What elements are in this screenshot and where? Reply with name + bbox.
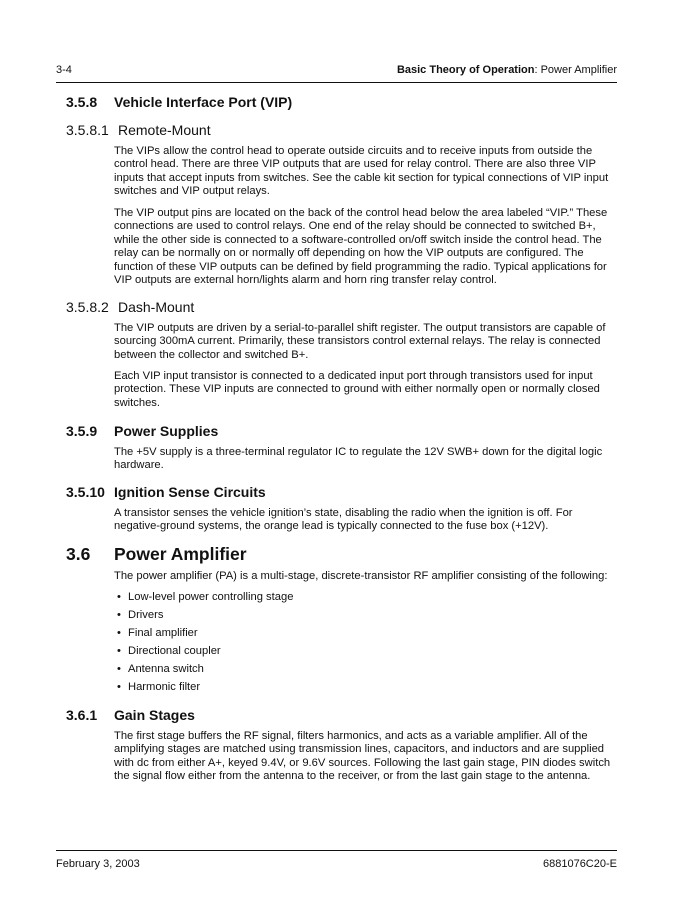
footer-date: February 3, 2003 xyxy=(56,858,140,870)
section-title: Power Supplies xyxy=(114,423,219,439)
chapter-heading-power-amplifier xyxy=(66,544,247,565)
section-title: Ignition Sense Circuits xyxy=(114,484,266,500)
section-number: 3.6.1 xyxy=(66,707,98,723)
paragraph: Each VIP input transistor is connected to a dedicated input port through transistors used for input protection. These VIP inputs are connected to ground with either normally open or normally closed switches. xyxy=(114,370,600,409)
bullet-icon: • xyxy=(117,645,121,658)
list-item xyxy=(114,588,293,606)
footer-doc-number: 6881076C20-E xyxy=(542,858,617,870)
bullet-list xyxy=(114,588,293,697)
list-item xyxy=(114,660,293,678)
subsection-title: Dash-Mount xyxy=(118,299,195,315)
paragraph: The +5V supply is a three-terminal regulator IC to regulate the 12V SWB+ down for the digital logic hardware. xyxy=(114,446,603,472)
paragraph: The VIPs allow the control head to operate outside circuits and to receive inputs from outside the control head. There are three VIP outputs that are used for relay control. There are also three VIP inputs that accept inputs from switches. See the cable kit section for typical connections of VIP input switches and VIP output relays. xyxy=(114,145,609,198)
bullet-icon: • xyxy=(117,591,121,603)
subsection-number: 3.5.8.1 xyxy=(66,122,109,138)
list-item-text: Antenna switch xyxy=(128,663,204,676)
paragraph: The power amplifier (PA) is a multi-stage, discrete-transistor RF amplifier consisting of the following: xyxy=(114,570,608,582)
running-title-rest: : Power Amplifier xyxy=(534,64,617,76)
section-title: Vehicle Interface Port (VIP) xyxy=(114,94,293,110)
section-heading-gain-stages xyxy=(66,707,195,723)
subsection-number: 3.5.8.2 xyxy=(66,299,109,315)
subsection-heading-dash-mount xyxy=(66,299,194,315)
subsection-heading-remote-mount xyxy=(66,122,211,138)
list-item xyxy=(114,624,293,642)
running-title xyxy=(397,64,617,76)
page-number: 3-4 xyxy=(56,64,72,76)
bullet-icon: • xyxy=(117,627,121,640)
list-item xyxy=(114,678,293,696)
bullet-icon: • xyxy=(117,609,121,622)
running-title-bold: Basic Theory of Operation xyxy=(396,64,535,76)
header-rule xyxy=(56,82,617,83)
list-item-text: Final amplifier xyxy=(128,627,198,640)
list-item xyxy=(114,606,293,624)
paragraph: A transistor senses the vehicle ignition’s state, disabling the radio when the ignition is off. For negative-ground systems, the orange lead is typically connected to the fuse box (+12V). xyxy=(114,507,573,533)
section-title: Power Amplifier xyxy=(114,544,247,564)
section-number: 3.6 xyxy=(66,544,91,564)
section-heading-vip xyxy=(66,94,292,110)
paragraph: The VIP outputs are driven by a serial-to-parallel shift register. The output transistors are capable of sourcing 300mA current. Primarily, these transistors control external relays. The relay is connected between the collector and switched B+. xyxy=(114,322,606,361)
list-item-text: Directional coupler xyxy=(128,645,221,658)
section-heading-ignition-sense xyxy=(66,484,266,500)
footer-rule xyxy=(56,850,617,851)
section-number: 3.5.10 xyxy=(66,484,105,500)
list-item-text: Harmonic filter xyxy=(128,681,201,694)
section-number: 3.5.9 xyxy=(66,423,98,439)
paragraph: The first stage buffers the RF signal, filters harmonics, and acts as a variable amplifier. All of the amplifying stages are matched using transmission lines, capacitors, and inductors and are supplied with dc from either A+, keyed 9.4V, or 9.6V sources. Following the last gain stage, PIN diodes switch the signal flow either from the antenna to the receiver, or from the last gain stage to the antenna. xyxy=(114,730,611,783)
bullet-icon: • xyxy=(117,681,121,694)
list-item-text: Low-level power controlling stage xyxy=(128,591,294,603)
section-number: 3.5.8 xyxy=(66,94,98,110)
list-item xyxy=(114,642,293,660)
section-title: Gain Stages xyxy=(114,707,195,723)
subsection-title: Remote-Mount xyxy=(118,122,211,138)
paragraph: The VIP output pins are located on the back of the control head below the area labeled “VIP.” These connections are used to control relays. One end of the relay should be connected to switched B+, while the other side is connected to a software-controlled on/off switch inside the control head. The relay can be normally on or normally off depending on how the VIP outputs are configured. The function of these VIP outputs can be defined by field programming the radio. Typical applications for VIP outputs are external horn/lights alarm and horn ring transfer relay control. xyxy=(114,207,608,287)
section-heading-power-supplies xyxy=(66,423,218,439)
list-item-text: Drivers xyxy=(128,609,164,622)
bullet-icon: • xyxy=(117,663,121,676)
